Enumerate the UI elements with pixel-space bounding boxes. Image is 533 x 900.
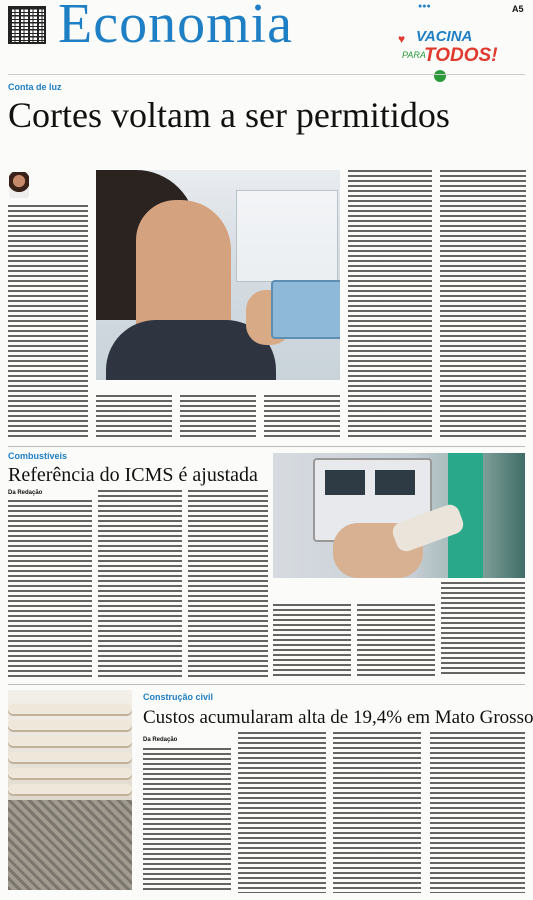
- page-number: A5: [512, 4, 524, 14]
- main-column-4: [264, 395, 340, 437]
- main-headline[interactable]: Cortes voltam a ser permitidos: [8, 95, 450, 135]
- main-column-6: [440, 170, 526, 438]
- third-byline: Da Redação: [143, 737, 178, 743]
- second-headline[interactable]: Referência do ICMS é ajustada: [8, 464, 258, 486]
- campaign-line2: PARA: [402, 50, 426, 60]
- main-column-3: [180, 395, 256, 437]
- heart-icon: ♥: [398, 32, 406, 46]
- main-column-1: [8, 205, 88, 437]
- main-kicker: Conta de luz: [8, 82, 62, 92]
- second-column-1: [8, 500, 92, 680]
- third-column-2: [238, 732, 326, 893]
- second-column-2: [98, 490, 182, 680]
- third-column-4: [430, 732, 525, 893]
- second-column-4: [273, 604, 351, 676]
- header-divider: [8, 74, 525, 75]
- second-byline: Da Redação: [8, 490, 43, 496]
- main-column-5: [348, 170, 432, 438]
- campaign-line3: TODOS!: [424, 45, 498, 66]
- second-column-6: [441, 582, 525, 676]
- third-headline[interactable]: Custos acumularam alta de 19,4% em Mato Grosso: [143, 707, 533, 728]
- main-photo: [96, 170, 340, 380]
- main-column-2: [96, 395, 172, 437]
- second-photo: [273, 453, 525, 578]
- section-title: Economia: [58, 0, 294, 55]
- government-seal-icon: [434, 70, 446, 82]
- third-photo: [8, 690, 132, 890]
- third-column-3: [333, 732, 421, 893]
- qr-code: [8, 6, 46, 44]
- vaccination-campaign-logo: [398, 28, 526, 86]
- second-column-3: [188, 490, 268, 680]
- author-avatar: [9, 172, 29, 198]
- campaign-line1: VACINA: [416, 28, 473, 45]
- second-column-5: [357, 604, 435, 676]
- third-column-1: [143, 748, 231, 893]
- section-divider-1: [8, 446, 525, 447]
- third-kicker: Construção civil: [143, 692, 214, 702]
- social-icons: ●●●: [418, 3, 431, 10]
- section-divider-2: [8, 684, 525, 685]
- second-kicker: Combustíveis: [8, 451, 68, 461]
